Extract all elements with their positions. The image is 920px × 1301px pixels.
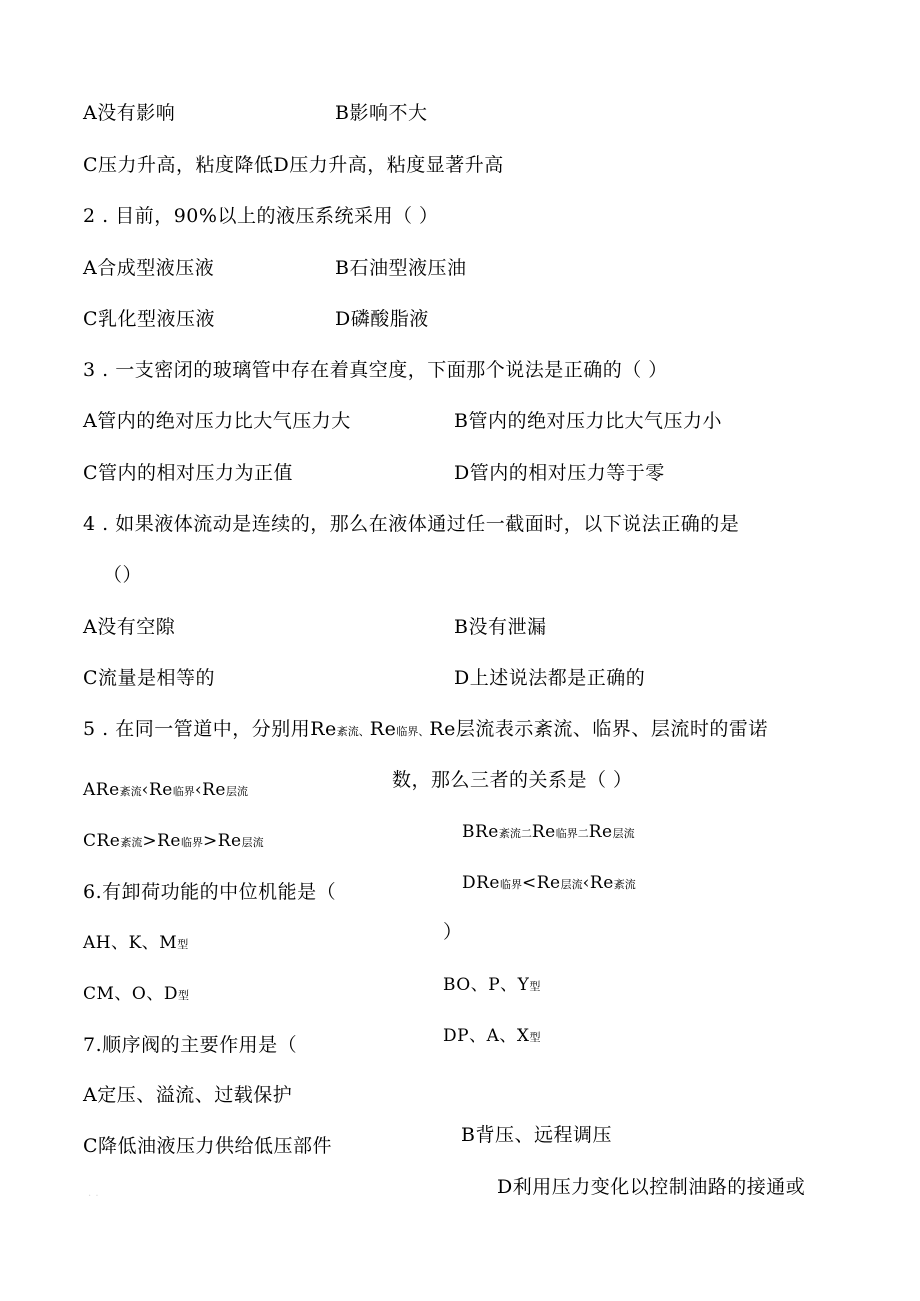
q5-option-a: ARe紊流‹Re临界‹Re层流	[83, 780, 248, 800]
q7-stem: 7.顺序阀的主要作用是（	[83, 1034, 298, 1056]
q5-option-d: DRe临界<Re层流‹Re紊流	[462, 873, 636, 893]
q4-option-a: A没有空隙	[83, 616, 176, 638]
q5-option-c: CRe紊流>Re临界>Re层流	[83, 831, 264, 851]
q3-option-d: D管内的相对压力等于零	[454, 462, 665, 484]
q7-option-b: B背压、远程调压	[461, 1124, 612, 1146]
q2-option-d: D磷酸脂液	[335, 308, 429, 330]
q4-stem: 4 . 如果液体流动是连续的，那么在液体通过任一截面时，以下说法正确的是	[83, 513, 740, 535]
q2-stem: 2 . 目前，90%以上的液压系统采用（ ）	[83, 205, 439, 227]
q3-stem: 3 . 一支密闭的玻璃管中存在着真空度，下面那个说法是正确的（ ）	[83, 359, 668, 381]
q4-paren: （）	[103, 564, 143, 586]
footer-mark: . .	[88, 1188, 100, 1199]
q6-stem-close: ）	[443, 921, 463, 943]
q6-option-b: BO、P、Y型	[443, 975, 541, 995]
q5-stem-continued: 数，那么三者的关系是（ ）	[392, 769, 633, 791]
q2-option-c: C乳化型液压液	[83, 308, 216, 330]
q7-option-a: A定压、溢流、过载保护	[83, 1084, 293, 1106]
q1-option-a: A没有影响	[83, 102, 176, 124]
q6-option-d: DP、A、X型	[443, 1026, 541, 1046]
q2-option-b: B石油型液压油	[335, 257, 467, 279]
q1-options-cd: C压力升高，粘度降低D压力升高，粘度显著升高	[83, 154, 504, 176]
q6-option-c: CM、O、D型	[83, 984, 189, 1004]
q1-option-b: B影响不大	[335, 102, 428, 124]
q7-option-c: C降低油液压力供给低压部件	[83, 1135, 333, 1157]
q6-option-a: AH、K、M型	[83, 933, 189, 953]
q2-option-a: A合成型液压液	[83, 257, 215, 279]
q3-option-c: C管内的相对压力为正值	[83, 462, 294, 484]
q4-option-c: C流量是相等的	[83, 667, 216, 689]
q6-stem: 6.有卸荷功能的中位机能是（	[83, 881, 337, 903]
q4-option-d: D上述说法都是正确的	[454, 667, 646, 689]
q3-option-a: A管内的绝对压力比大气压力大	[83, 410, 351, 432]
q3-option-b: B管内的绝对压力比大气压力小	[454, 410, 722, 432]
q5-stem: 5 . 在同一管道中，分别用Re紊流、Re临界、Re层流表示紊流、临界、层流时的雷诺	[83, 718, 768, 740]
q4-option-b: B没有泄漏	[454, 616, 547, 638]
q5-option-b: BRe紊流二Re临界二Re层流	[462, 822, 635, 842]
q7-option-d: D利用压力变化以控制油路的接通或	[497, 1176, 806, 1198]
